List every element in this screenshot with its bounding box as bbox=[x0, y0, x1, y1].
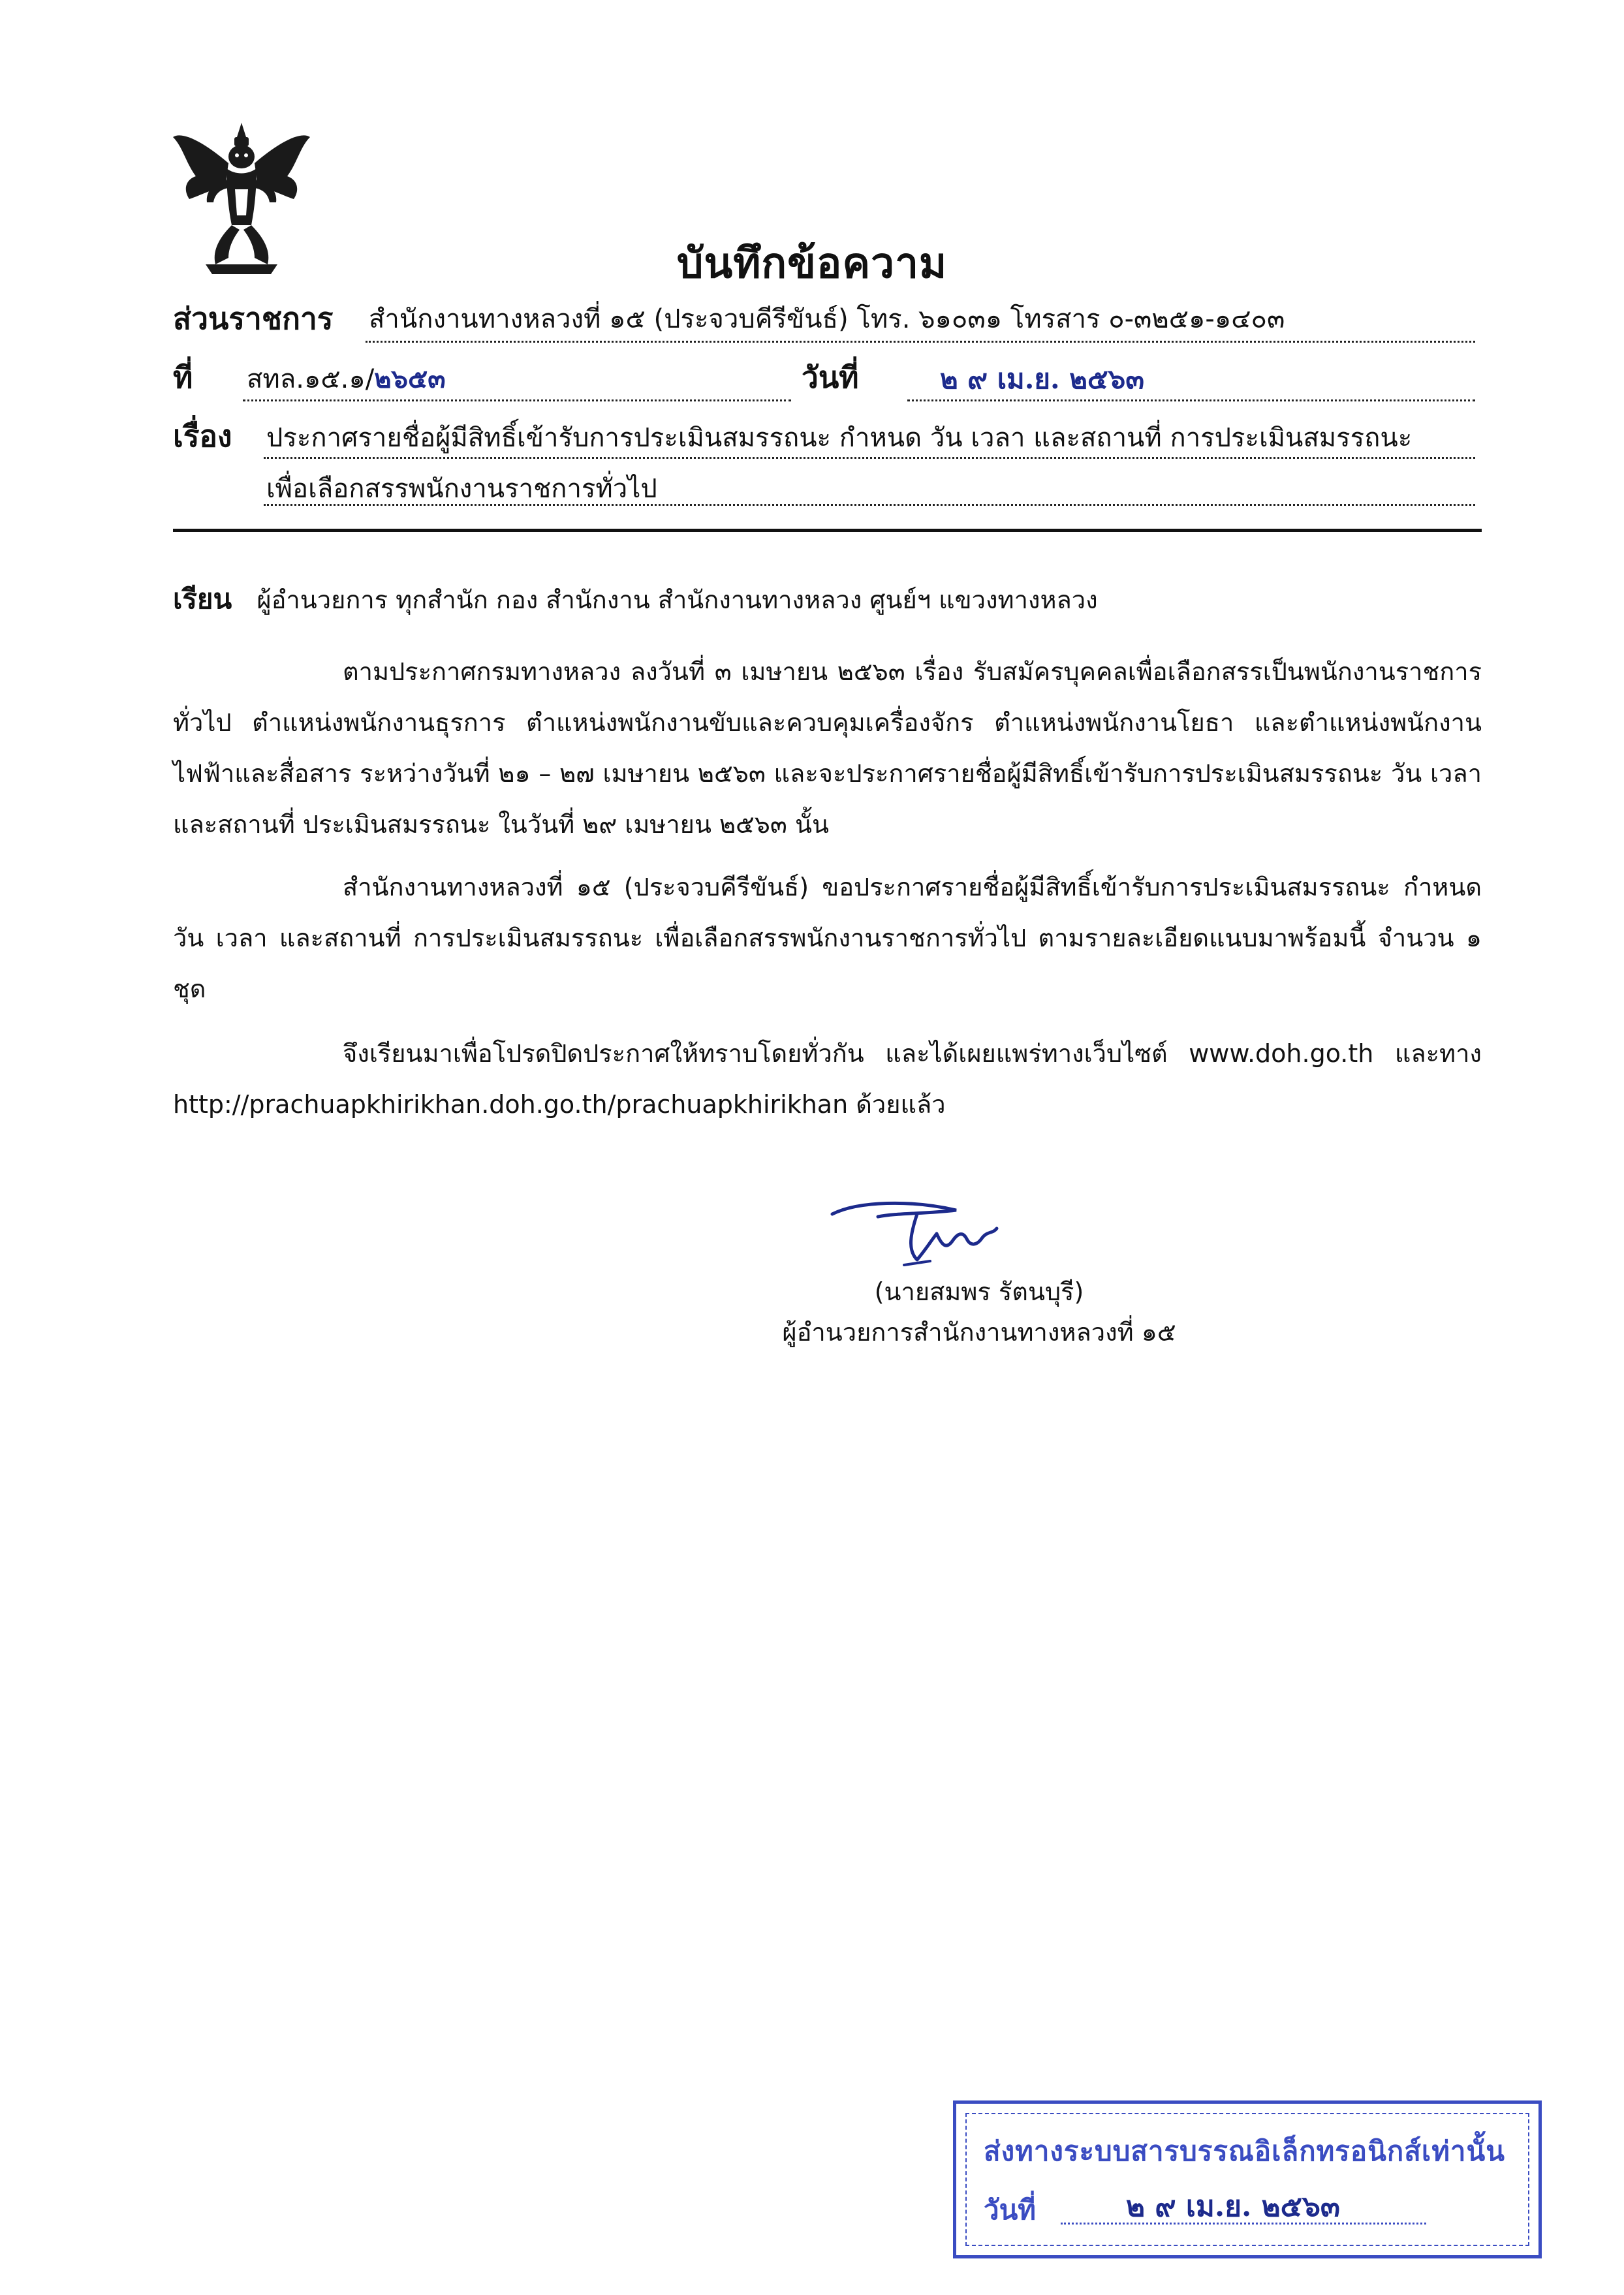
signatory-position: ผู้อำนวยการสำนักงานทางหลวงที่ ๑๕ bbox=[782, 1318, 1176, 1347]
header-divider bbox=[173, 529, 1482, 532]
page-title: บันทึกข้อความ bbox=[676, 240, 948, 288]
body-paragraph-3: จึงเรียนมาเพื่อโปรดปิดประกาศให้ทราบโดยทั่วกัน และได้เผยแพร่ทางเว็บไซต์ www.doh.go.th และทาง http://prachuapkhirikhan.doh.go.th/prachuapkhirikhan ด้วยแล้ว bbox=[173, 1039, 1482, 1119]
body-paragraph-2: สำนักงานทางหลวงที่ ๑๕ (ประจวบคีรีขันธ์) ขอประกาศรายชื่อผู้มีสิทธิ์เข้ารับการประเมินสมรรถนะ กำหนด วัน เวลา และสถานที่ การประเมินสมรรถนะ เพื่อเลือกสรรพนักงานราชการทั่วไป ตามรายละเอียดแนบมาพร้อมนี้ จำนวน ๑ ชุด bbox=[173, 873, 1482, 1003]
salutation bbox=[173, 578, 1098, 621]
reference-label: ที่ bbox=[173, 360, 193, 395]
salutation-value: ผู้อำนวยการ ทุกสำนัก กอง สำนักงาน สำนักงานทางหลวง ศูนย์ฯ แขวงทางหลวง bbox=[257, 585, 1098, 614]
signatory-name: (นายสมพร รัตนบุรี) bbox=[874, 1277, 1084, 1306]
reference-number bbox=[247, 358, 446, 399]
subject-line-1: ประกาศรายชื่อผู้มีสิทธิ์เข้ารับการประเมินสมรรถนะ กำหนด วัน เวลา และสถานที่ การประเมินสมรรถนะ bbox=[266, 423, 1413, 453]
agency-dotted-line bbox=[366, 341, 1475, 343]
subject-label: เรื่อง bbox=[173, 418, 232, 454]
date-handwritten: ๒ ๙ เม.ย. ๒๕๖๓ bbox=[940, 363, 1145, 395]
body-paragraph-1: ตามประกาศกรมทางหลวง ลงวันที่ ๓ เมษายน ๒๕๖๓ เรื่อง รับสมัครบุคคลเพื่อเลือกสรรเป็นพนักงานราชการทั่วไป ตำแหน่งพนักงานธุรการ ตำแหน่งพนักงานขับและควบคุมเครื่องจักร ตำแหน่งพนักงานโยธา และตำแหน่งพนักงานไฟฟ้าและสื่อสาร ระหว่างวันที่ ๒๑ – ๒๗ เมษายน ๒๕๖๓ และจะประกาศรายชื่อผู้มีสิทธิ์เข้ารับการประเมินสมรรถนะ วัน เวลา และสถานที่ ประเมินสมรรถนะ ในวันที่ ๒๙ เมษายน ๒๕๖๓ นั้น bbox=[173, 657, 1482, 839]
subject-dotted-line-2 bbox=[264, 504, 1475, 506]
reference-prefix: สทล.๑๕.๑/ bbox=[247, 364, 375, 394]
stamp-date-label: วันที่ bbox=[984, 2194, 1036, 2226]
subject-dotted-line-1 bbox=[264, 457, 1475, 459]
signature-mark bbox=[819, 1188, 1035, 1273]
stamp-line-1: ส่งทางระบบสารบรรณอิเล็กทรอนิกส์เท่านั้น bbox=[984, 2135, 1505, 2167]
date-label: วันที่ bbox=[802, 360, 859, 395]
electronic-delivery-stamp bbox=[953, 2100, 1542, 2258]
reference-handwritten: ๒๖๕๓ bbox=[374, 364, 446, 394]
stamp-date-value: ๒ ๙ เม.ย. ๒๕๖๓ bbox=[1126, 2190, 1340, 2223]
subject-line-2: เพื่อเลือกสรรพนักงานราชการทั่วไป bbox=[266, 474, 657, 504]
agency-value: สำนักงานทางหลวงที่ ๑๕ (ประจวบคีรีขันธ์) โทร. ๖๑๐๓๑ โทรสาร ๐-๓๒๕๑-๑๔๐๓ bbox=[369, 304, 1285, 334]
salutation-label: เรียน bbox=[173, 583, 232, 615]
reference-dotted-line bbox=[243, 399, 791, 401]
agency-label: ส่วนราชการ bbox=[173, 301, 334, 336]
date-dotted-line bbox=[907, 399, 1475, 401]
